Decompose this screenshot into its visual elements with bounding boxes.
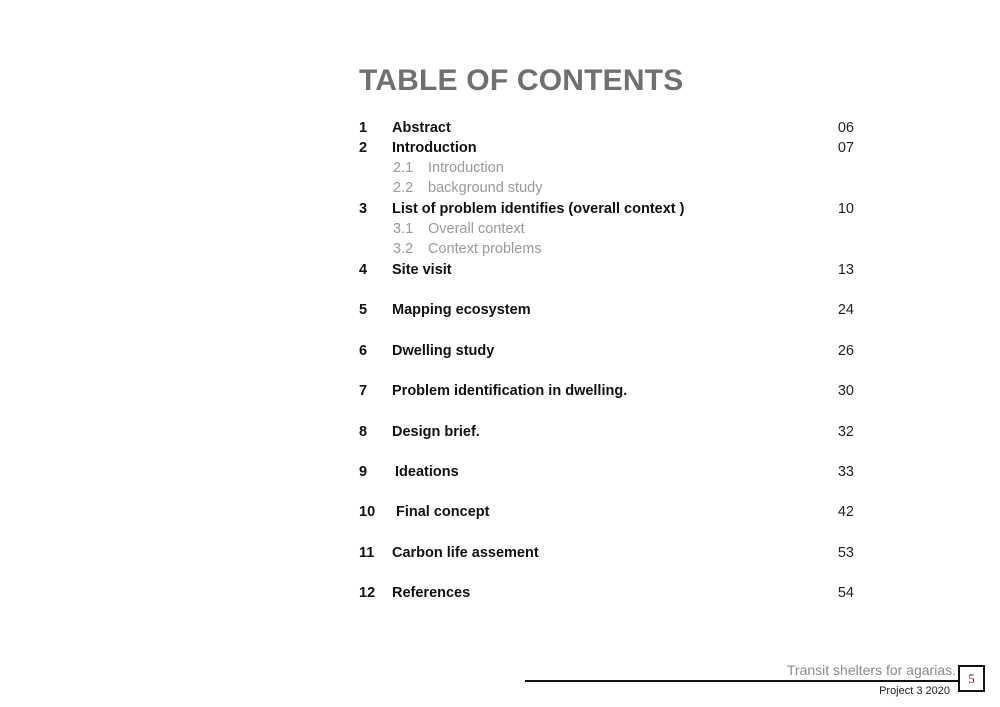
toc-number: 9 [359, 464, 368, 480]
toc-number: 3 [359, 201, 368, 217]
footer-project-subtitle: Project 3 2020 [879, 685, 950, 697]
toc-title: Introduction [392, 140, 477, 156]
toc-number: 7 [359, 383, 368, 399]
toc-page: 06 [837, 120, 854, 136]
toc-page: 32 [837, 424, 854, 440]
toc-subentry [359, 239, 854, 259]
toc-title: Design brief. [392, 424, 480, 440]
toc-title: References [392, 585, 471, 601]
toc-page: 53 [837, 545, 854, 561]
footer-divider [525, 680, 959, 682]
toc-number: 2 [359, 140, 368, 156]
page-title: TABLE OF CONTENTS [359, 64, 684, 97]
toc-entry [359, 422, 854, 442]
toc-entry [359, 462, 854, 482]
toc-number: 6 [359, 343, 368, 359]
page-number-box [958, 665, 985, 692]
toc-entry [359, 502, 854, 522]
toc-title: Carbon life assement [392, 545, 539, 561]
toc-title: Problem identification in dwelling. [392, 383, 628, 399]
toc-title: Abstract [392, 120, 451, 136]
toc-entry [359, 543, 854, 563]
toc-entry [359, 118, 854, 138]
toc-entry [359, 138, 854, 158]
toc-title: Introduction [428, 160, 504, 176]
toc-number: 3.1 [393, 221, 414, 237]
toc-title: Mapping ecosystem [392, 302, 531, 318]
toc-page: 13 [837, 262, 854, 278]
toc-page: 42 [837, 504, 854, 520]
toc-subentry [359, 158, 854, 178]
toc-entry [359, 260, 854, 280]
toc-entry [359, 583, 854, 603]
toc-entry [359, 300, 854, 320]
toc-title: List of problem identifies (overall context ) [392, 201, 685, 217]
toc-entry [359, 381, 854, 401]
toc-number: 2.2 [393, 180, 414, 196]
toc-subentry [359, 219, 854, 239]
toc-number: 8 [359, 424, 368, 440]
toc-page: 54 [837, 585, 854, 601]
toc-entry [359, 341, 854, 361]
toc-page: 07 [837, 140, 854, 156]
toc-number: 10 [359, 504, 376, 520]
toc-page: 10 [837, 201, 854, 217]
toc-number: 5 [359, 302, 368, 318]
toc-title: Ideations [395, 464, 459, 480]
toc-number: 4 [359, 262, 368, 278]
toc-number: 2.1 [393, 160, 414, 176]
toc-page: 33 [837, 464, 854, 480]
toc-page: 26 [837, 343, 854, 359]
page-number: 5 [968, 670, 975, 686]
toc-page: 24 [837, 302, 854, 318]
toc-title: Overall context [428, 221, 525, 237]
toc-number: 12 [359, 585, 376, 601]
toc-title: Context problems [428, 241, 542, 257]
toc-subentry [359, 178, 854, 198]
toc-entry [359, 199, 854, 219]
toc-title: Final concept [396, 504, 490, 520]
toc-number: 11 [359, 545, 375, 561]
toc-number: 1 [359, 120, 368, 136]
toc-title: Site visit [392, 262, 452, 278]
toc-number: 3.2 [393, 241, 414, 257]
toc-page: 30 [837, 383, 854, 399]
footer-project-title: Transit shelters for agarias. [786, 662, 956, 678]
toc-title: background study [428, 180, 543, 196]
toc-title: Dwelling study [392, 343, 495, 359]
